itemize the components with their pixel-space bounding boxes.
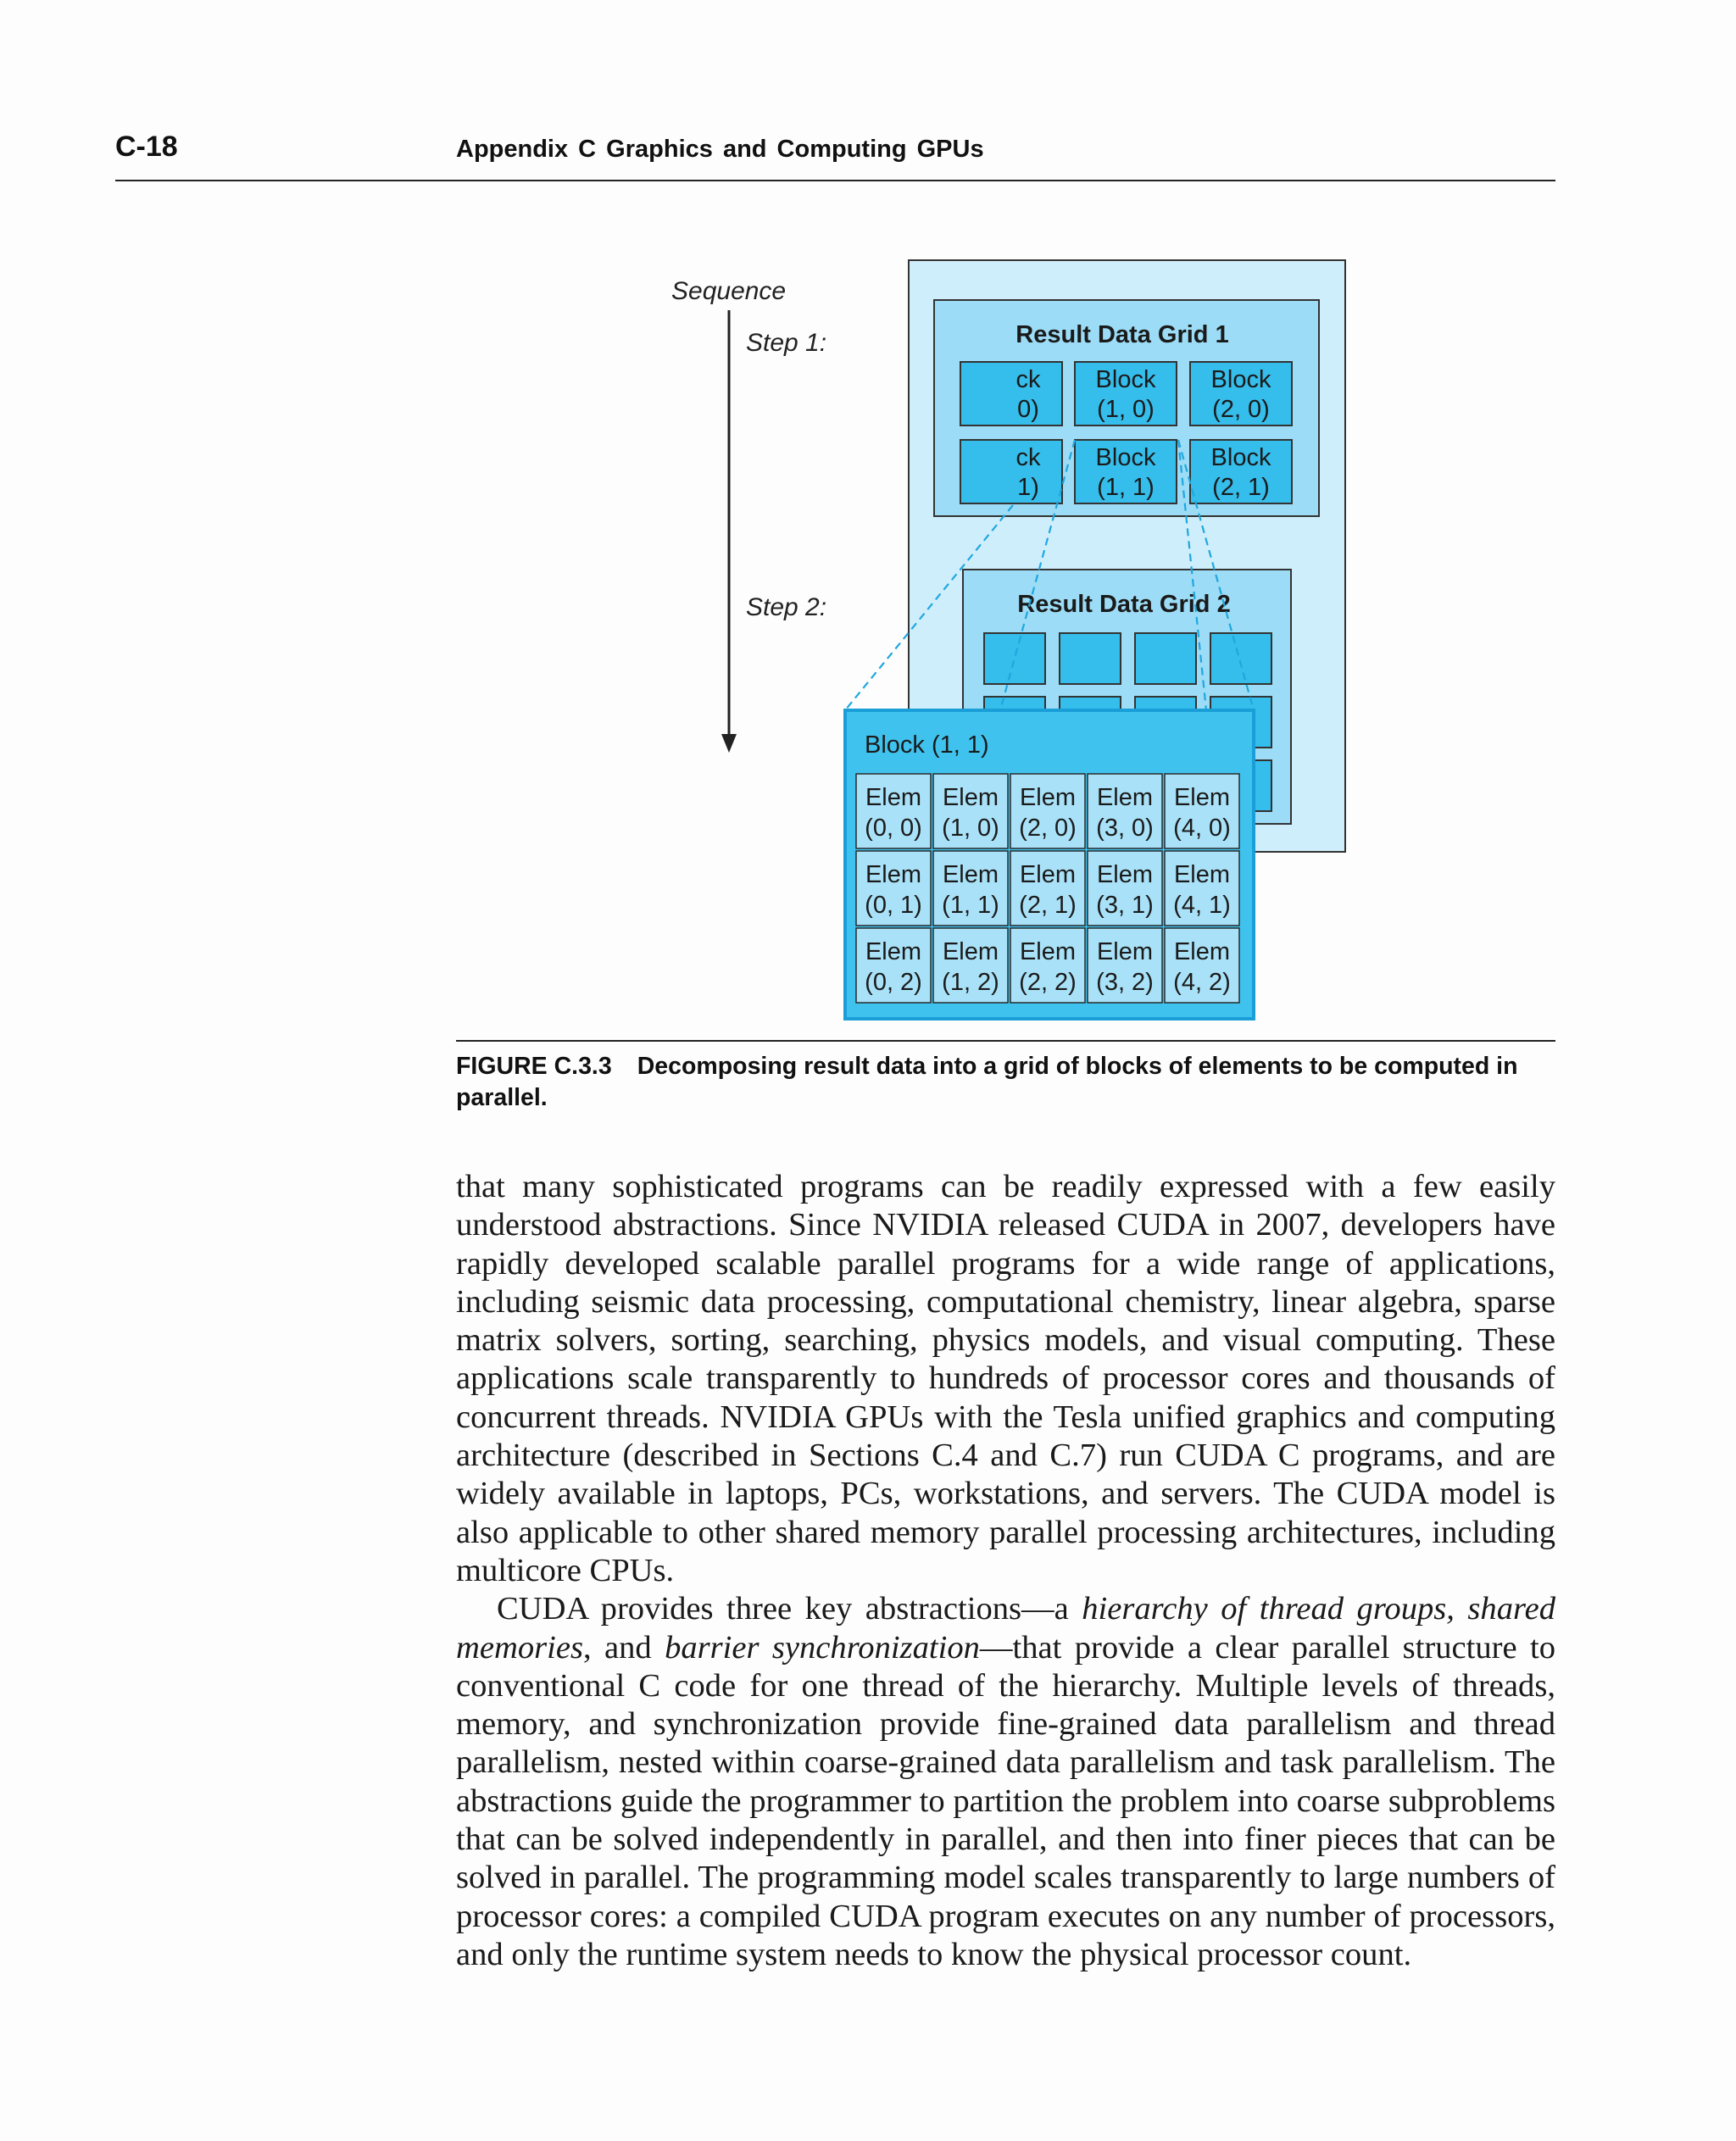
figure-caption: [456, 1051, 1555, 1114]
element-cell-label-line1: Elem: [1173, 938, 1231, 965]
grid1-block-label-line1: ck: [1015, 366, 1041, 393]
grid1-title: Result Data Grid 1: [1015, 321, 1229, 348]
element-cell-label-line1: Elem: [865, 861, 922, 888]
element-cell-label-line2: (1, 1): [942, 892, 999, 919]
element-cell-label-line2: (4, 2): [1173, 969, 1231, 996]
element-cell-label-line1: Elem: [1173, 784, 1231, 811]
grid1-block-label-line2: 1): [1017, 474, 1039, 501]
grid2-block: [984, 633, 1045, 684]
grid1-block-label-line1: Block: [1210, 444, 1271, 471]
element-cell-label-line2: (2, 0): [1019, 815, 1077, 842]
element-cell-label-line2: (2, 2): [1019, 969, 1077, 996]
grid2-block: [1060, 633, 1121, 684]
step2-label: Step 2:: [746, 593, 827, 621]
element-cell-label-line2: (1, 0): [942, 815, 999, 842]
running-title: Appendix C Graphics and Computing GPUs: [456, 136, 984, 163]
grid1-block-label-line1: Block: [1210, 366, 1271, 393]
element-cell-label-line2: (3, 2): [1096, 969, 1154, 996]
element-cells: [856, 774, 1239, 1003]
element-cell-label-line2: (4, 1): [1173, 892, 1231, 919]
element-cell-label-line2: (0, 1): [865, 892, 922, 919]
grid1-block-label-line2: (1, 0): [1097, 396, 1155, 423]
p2-part-a: CUDA provides three key abstractions—a: [497, 1591, 1082, 1627]
element-cell-label-line2: (1, 2): [942, 969, 999, 996]
grid1-block: [960, 362, 1062, 425]
element-cell-label-line1: Elem: [942, 861, 999, 888]
body-text: [456, 1168, 1555, 1974]
grid2-block: [1210, 633, 1271, 684]
element-cell-label-line2: (2, 1): [1019, 892, 1077, 919]
figure-caption-text: Decomposing result data into a grid of blocks of elements to be computed in parallel.: [456, 1053, 1518, 1111]
grid1-block-label-line2: 0): [1017, 396, 1039, 423]
grid1-block-label-line2: (1, 1): [1097, 474, 1155, 501]
grid1-block-label-line2: (2, 1): [1212, 474, 1270, 501]
element-cell-label-line1: Elem: [1096, 938, 1154, 965]
element-cell-label-line1: Elem: [1019, 938, 1077, 965]
element-cell-label-line1: Elem: [865, 784, 922, 811]
figure-c-3-3: [0, 0, 1736, 1034]
grid1-block: [960, 440, 1062, 503]
grid1-block-label-line1: Block: [1095, 444, 1156, 471]
page-number: C-18: [115, 131, 178, 163]
p2-emphasis-2: barrier synchronization: [665, 1629, 980, 1666]
sequence-arrow-head: [721, 734, 737, 753]
p2-part-b: , and: [583, 1629, 665, 1666]
p2-part-c: —that provide a clear parallel structure to conventional C code for one thread of the hierarchy. Multiple levels of threads, memory, and synchronization provide fine-grained data parallelism and thread parallelism, nested within coarse-grained data parallelism and task parallelism. The abstractions guide the programmer to partition the problem into coarse subproblems that can be solved independently in parallel, and then into finer pieces that can be solved in parallel. The programming model scales transparently to large numbers of processor cores: a compiled CUDA program executes on any number of processors, and only the runtime system needs to know the physical processor count.: [456, 1629, 1556, 1972]
grid1-block-label-line2: (2, 0): [1212, 396, 1270, 423]
element-cell-label-line1: Elem: [942, 938, 999, 965]
element-cell-label-line1: Elem: [942, 784, 999, 811]
figure-rule: [456, 1040, 1555, 1042]
element-cell-label-line1: Elem: [1019, 784, 1077, 811]
grid1-block-label-line1: ck: [1015, 444, 1041, 471]
element-cell-label-line2: (4, 0): [1173, 815, 1231, 842]
element-cell-label-line1: Elem: [865, 938, 922, 965]
element-cell-label-line2: (0, 0): [865, 815, 922, 842]
p2-emphasis-1: hierarchy of thread groups, shared memories: [456, 1591, 1555, 1666]
figure-label: FIGURE C.3.3: [456, 1053, 612, 1080]
element-cell-label-line1: Elem: [1019, 861, 1077, 888]
element-cell-label-line1: Elem: [1096, 784, 1154, 811]
paragraph-1: that many sophisticated programs can be readily expressed with a few easily understood abstractions. Since NVIDIA released CUDA in 2007, developers have rapidly developed scalable parallel programs for a wide range of applications, including seismic data processing, computational chemistry, linear algebra, sparse matrix solvers, sorting, searching, physics models, and visual computing. These applications scale transparently to hundreds of processor cores and thousands of concurrent threads. NVIDIA GPUs with the Tesla unified graphics and computing architecture (described in Sections C.4 and C.7) run CUDA C programs, and are widely available in laptops, PCs, workstations, and servers. The CUDA model is also applicable to other shared memory parallel processing architectures, including multicore CPUs.: [456, 1169, 1555, 1588]
grid1-block-label-line1: Block: [1095, 366, 1156, 393]
block-detail-title: Block (1, 1): [865, 731, 989, 759]
element-cell-label-line2: (3, 1): [1096, 892, 1154, 919]
grid2-title: Result Data Grid 2: [1017, 591, 1231, 618]
sequence-label: Sequence: [671, 277, 787, 305]
element-cell-label-line2: (0, 2): [865, 969, 922, 996]
element-cell-label-line2: (3, 0): [1096, 815, 1154, 842]
paragraph-2: [456, 1590, 1555, 1974]
element-cell-label-line1: Elem: [1173, 861, 1231, 888]
grid2-block: [1135, 633, 1196, 684]
step1-label: Step 1:: [746, 329, 827, 357]
element-cell-label-line1: Elem: [1096, 861, 1154, 888]
